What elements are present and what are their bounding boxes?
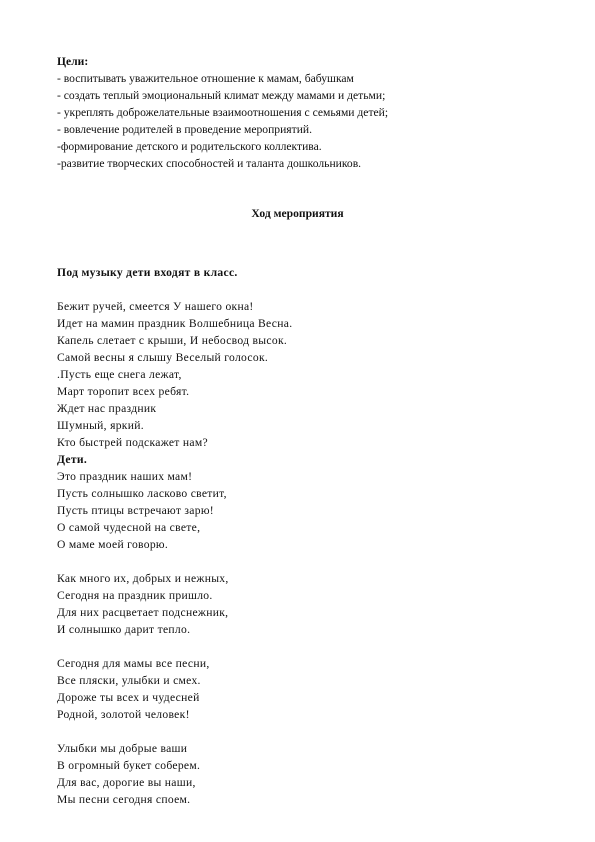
poem-line: Это праздник наших мам! <box>57 470 193 483</box>
goal-item: -развитие творческих способностей и таланта дошкольников. <box>57 157 362 170</box>
poem-line: Ждет нас праздник <box>57 402 157 415</box>
poem-line: Капель слетает с крыши, И небосвод высок. <box>57 334 288 347</box>
poem-line: В огромный букет соберем. <box>57 759 201 772</box>
goal-item: -формирование детского и родительского коллектива. <box>57 140 322 153</box>
poem-line: Бежит ручей, смеется У нашего окна! <box>57 300 254 313</box>
poem-line: И солнышко дарит тепло. <box>57 623 191 636</box>
poem-line: Мы песни сегодня споем. <box>57 793 191 806</box>
goals-heading: Цели: <box>57 55 89 68</box>
stanza <box>57 740 537 808</box>
poem-line: О маме моей говорю. <box>57 538 169 551</box>
poem-body <box>57 264 537 825</box>
speaker-label: Дети. <box>57 453 88 466</box>
stanza <box>57 298 537 553</box>
poem-line: Родной, золотой человек! <box>57 708 190 721</box>
poem-line: .Пусть еще снега лежат, <box>57 368 182 381</box>
poem-line: Все пляски, улыбки и смех. <box>57 674 201 687</box>
poem-line: Пусть солнышко ласково светит, <box>57 487 227 500</box>
poem-line: Как много их, добрых и нежных, <box>57 572 229 585</box>
stanza <box>57 655 537 723</box>
poem-line: Самой весны я слышу Веселый голосок. <box>57 351 269 364</box>
poem-line: Идет на мамин праздник Волшебница Весна. <box>57 317 293 330</box>
poem-line: Дороже ты всех и чудесней <box>57 691 200 704</box>
section-title: Ход мероприятия <box>251 207 344 220</box>
poem-line: Пусть птицы встречают зарю! <box>57 504 214 517</box>
poem-line: Для них расцветает подснежник, <box>57 606 229 619</box>
poem-line: Март торопит всех ребят. <box>57 385 190 398</box>
poem-line: О самой чудесной на свете, <box>57 521 201 534</box>
poem-line: Шумный, яркий. <box>57 419 144 432</box>
goal-item: - воспитывать уважительное отношение к мамам, бабушкам <box>57 72 354 85</box>
goal-item: - создать теплый эмоциональный климат между мамами и детьми; <box>57 89 386 102</box>
goal-item: - укреплять доброжелательные взаимоотношения с семьями детей; <box>57 106 389 119</box>
poem-line: Улыбки мы добрые ваши <box>57 742 188 755</box>
stage-direction: Под музыку дети входят в класс. <box>57 266 238 279</box>
goals-block <box>57 53 537 172</box>
goal-item: - вовлечение родителей в проведение мероприятий. <box>57 123 313 136</box>
poem-line: Кто быстрей подскажет нам? <box>57 436 208 449</box>
stanza <box>57 570 537 638</box>
poem-line: Сегодня на праздник пришло. <box>57 589 213 602</box>
poem-line: Сегодня для мамы все песни, <box>57 657 210 670</box>
poem-line: Для вас, дорогие вы наши, <box>57 776 196 789</box>
